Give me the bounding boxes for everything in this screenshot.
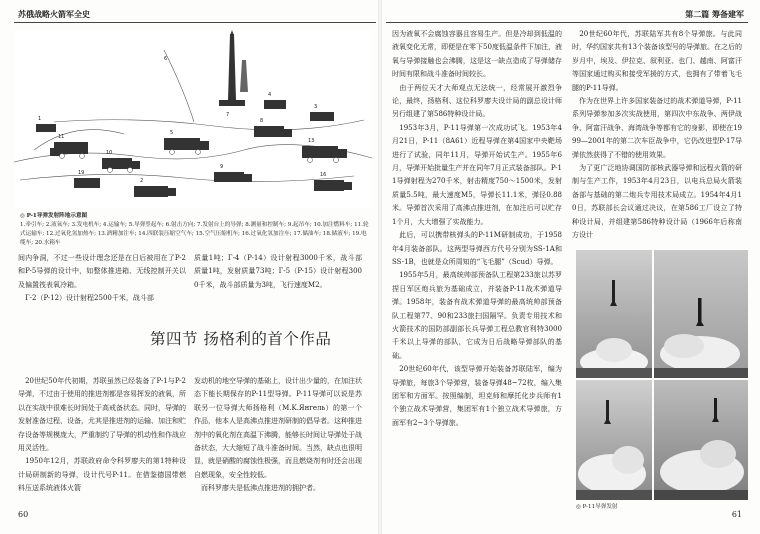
caption-marker-icon: ◎ xyxy=(576,504,583,510)
caption-marker-icon: ◎ xyxy=(20,213,27,219)
svg-text:1: 1 xyxy=(38,116,42,122)
svg-text:3: 3 xyxy=(314,104,318,110)
right-page xyxy=(380,0,760,534)
svg-text:9: 9 xyxy=(220,164,224,170)
photo-launch-1 xyxy=(576,250,652,378)
svg-text:16: 16 xyxy=(320,172,327,178)
right-page-number: 61 xyxy=(731,510,742,519)
left-col1-top: 间内争洞，不过一些设计理念还是在日后被用在了P-2和P-5导弹的设计中，如整体推进箱、无线控制开关以及偏置筏表氧冷箱。 Г-2（P-12）设计射程2500千米，战斗部 xyxy=(18,254,186,303)
photo-launch-4 xyxy=(654,380,748,500)
right-col2: 20世纪60年代，苏联陆军共有8个导弹旅。与此同时，华约国家共有13个装备该型号的导弹旅。在之后的岁月中，埃及、伊拉克、叙利亚、也门、越南、阿富汗等国家通过购买和接受军援的方式，也拥有了带着飞毛腿的P-11导弹。 作为在世界上许多国家装备过的战术弹道导弹，P-11系列导弹参加多次实战使用，第四次中东战争、两伊战争、阿富汗战争、海湾战争等都有它的身影，即使在1999—2001年的第二次车臣战争中，它仍改进型P-17导弹依然获得了不错的使用效果。 为了更广泛地协调国防部核武器导弹和远程火箭的研制与生产工作，1953年4月23日，以电兵总局火箭装备部与基础的第二炮兵专用技术局成立。1954年4月10日，苏联部长会议通过决议，在第586工厂设立了特种设计局，并组建第586特种设计局（1966年后称南方设计 xyxy=(572,30,742,240)
left-col2-bottom: 发动机的地空导弹的基础上，设计出少量的，在加注状态下能长期保存的P-11型导弹。P-11导弹可以说是苏联另一位导弹大师扬格利（M.K.Янгель）的第一个作品，他本人是高沸点推进剂研制的倡导者。这种推进剂中的氧化剂在高温下沸腾，能够长时间让导弹处于战备状态，大大缩短了战斗准备时间。当然，缺点也很明显，就是硝酸的腐蚀性极强，而且燃烧剂有时还会出现自燃现象，安全性较低。 而科罗廖夫是低沸点推进剂的拥护者。 xyxy=(194,377,362,493)
left-col2-top: 质量1吨；Г-4（P-14）设计射程3000千米，战斗部质量1吨，发射质量73吨；Г-5（P-15）设计射程3000千米，战斗部质量为3吨，飞行速度M2。 xyxy=(194,254,362,289)
diagram-caption-body: 1.牵引车; 2.液氧车; 3.发电机车; 4.运输车; 5.导弹竖起车; 6.射击方向; 7.发射台上的导弹; 8.测量和控制车; 9.起吊车; 10.加注燃料车; 11.轮式运输车; 12.过氧化氢加热车; 13.酒精加注车; 14.四联装压缩空气车; 15.空气压缩机车; 16.过氧化氢加注车; 17.储油车; 18.储液车; 19.电缆车; 20.水箱车 xyxy=(20,222,369,246)
right-col1: 因为液氧不会腐蚀容器且容易生产。但是冷却到低温的液氧变化无常，即便是在零下50度低温条件下加注，液氧与导弹接触也会沸腾，这是这一缺点造成了导弹储存时间有限和战斗准备时间较长。 由于两位天才大师观点无法统一，经常展开激烈争论，最终，扬格利、这位科罗廖夫设计局的副总设计师另行组建了第586特种设计局。 1953年3月，P-11导弹第一次成功试飞。1953年4月21日，P-11（8A61）近程导弹在第4国家中央靶场进行了试验，同年11月，导弹开始试生产。1955年6月，导弹开始批量生产并在同年7月正式装备部队。P-11导弹射程为270千米，射击精度750～1500米，发射质量5.5吨，最大速度M5，导弹长11.1米，弹径0.88米。导弹首次采用了高沸点推进剂，在加注后可以贮存1个月，大大增强了实战能力。 此后，可以携带核弹头的P-11M研制成功，于1958年4月装备部队。这两型导弹西方代号分别为SS-1A和SS-1B，也就是众所周知的“飞毛腿”（Scud）导弹。 1955年5月，最高统帅部预备队工程第233旅以苏罗捏日军区炮兵旅为基础成立，并装备P-11战术弹道导弹。1958年，装备有战术弹道导弹的最高统帅部预备队工程第77、90和233旅扫国隔罕。负责专用技术和火箭技术的国防部副部长兵导弹工程总教官利特3000千米以上导弹的部队，它成为日后战略导弹部队的基础。 20世纪60年代，该型导弹开始装备苏联陆军，编为导弹旅，每旅3个导弹营，装备导弹48~72枚，编入集团军和方面军。按照编制，坦克师和摩托化步兵师有1个独立战术导弹营，集团军有1个独立战术导弹旅，方面军有2~3个导弹旅。 xyxy=(392,30,562,427)
diagram-caption xyxy=(20,212,370,248)
svg-text:8: 8 xyxy=(260,118,264,124)
left-running-head: 苏俄战略火箭军全史 xyxy=(18,9,90,19)
section-title: 第四节 扬格利的首个作品 xyxy=(150,330,332,348)
svg-text:10: 10 xyxy=(106,150,113,156)
svg-text:7: 7 xyxy=(226,112,230,118)
left-page-number: 60 xyxy=(18,510,29,519)
svg-text:11: 11 xyxy=(58,134,65,140)
right-running-head: 第二篇 筹备建军 xyxy=(685,9,744,19)
launch-site-diagram xyxy=(14,30,372,208)
svg-text:5: 5 xyxy=(170,130,174,136)
right-header-rule xyxy=(386,22,748,23)
svg-text:19: 19 xyxy=(78,170,85,176)
svg-text:13: 13 xyxy=(308,138,315,144)
diagram-caption-title: P-1导弹发射阵地示意图 xyxy=(26,213,88,219)
svg-text:2: 2 xyxy=(140,178,144,184)
left-col1-bottom: 20世纪50年代初期，苏联虽然已经装备了P-1与P-2导弹，不过由于使用的推进剂都是容易挥发的液氧，所以在实战中很难长时间处于高戒备状态。同时，导弹的发射准备过程、设备，尤其是推进剂的运输、加注和贮存设备等规模庞大，严重制约了导弹的机动性和作战应用灵活性。 1950年12月，苏联政府命令科罗廖夫的第1特种设计局研制新的导弹，设计代号P-11。在借鉴德国带燃料压送系统液体火箭 xyxy=(18,377,186,493)
svg-text:6: 6 xyxy=(164,56,168,62)
photo-launch-3 xyxy=(576,380,652,500)
svg-text:4: 4 xyxy=(268,92,272,98)
left-header-rule xyxy=(14,22,376,23)
photo-caption: ◎ P-11导弹发射 xyxy=(576,504,618,510)
photo-launch-2 xyxy=(654,250,748,378)
